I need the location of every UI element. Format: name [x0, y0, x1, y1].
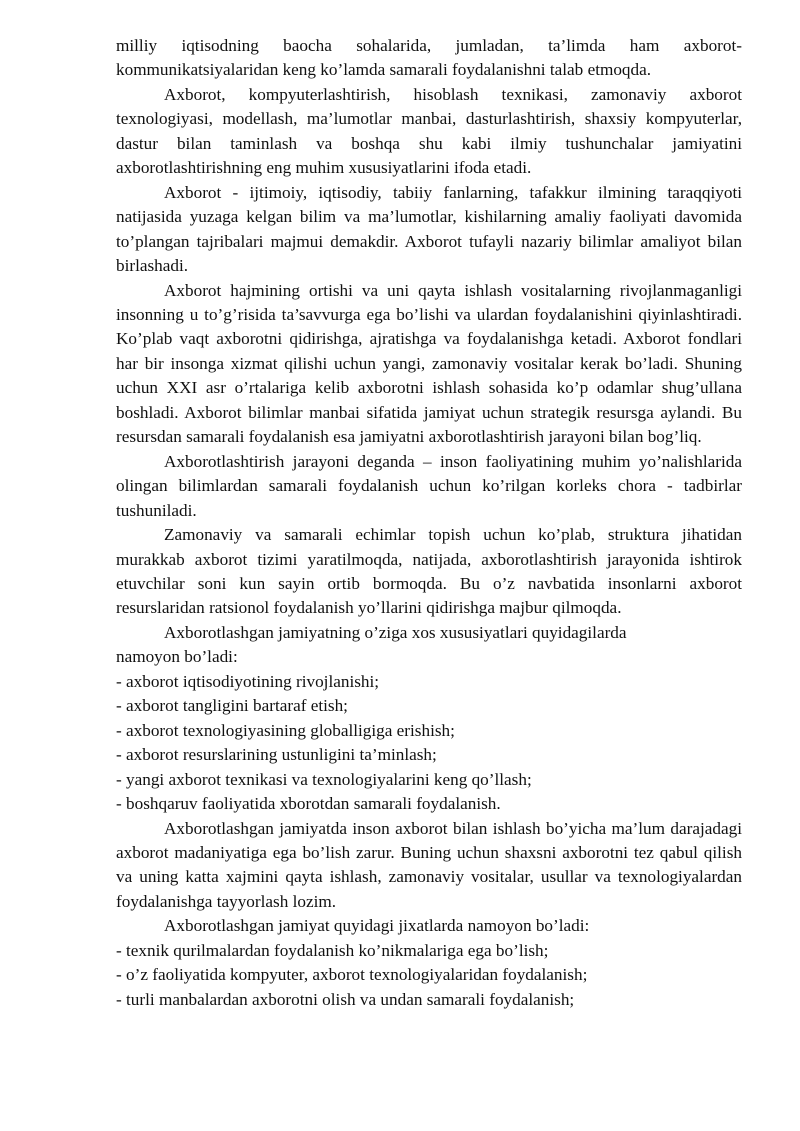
paragraph-concepts: Axborot, kompyuterlashtirish, hisoblash texnikasi, zamonaviy axborot texnologiyasi, modellash, ma’lumotlar manbai, dasturlashtirish, shaxsiy kompyuterlar, dastur bilan taminlash va boshqa shu kabi ilmiy tushunchalar jamiyatini axborotlashtirishning eng muhim xususiyatlarini ifoda etadi.: [116, 84, 742, 178]
features-intro: Axborotlashgan jamiyatning o’ziga xos xususiyatlari quyidagilarda: [164, 622, 627, 642]
list-item: - o’z faoliyatida kompyuter, axborot texnologiyalaridan foydalanish;: [116, 965, 588, 985]
features-intro-continuation: namoyon bo’ladi:: [116, 647, 238, 667]
aspects-intro: Axborotlashgan jamiyat quyidagi jixatlarda namoyon bo’ladi:: [164, 916, 590, 936]
list-item: - texnik qurilmalardan foydalanish ko’nikmalariga ega bo’lish;: [116, 940, 549, 960]
list-item: - axborot iqtisodiyotining rivojlanishi;: [116, 671, 380, 691]
list-item: - axborot resurslarining ustunligini ta’minlash;: [116, 745, 437, 765]
paragraph-culture: Axborotlashgan jamiyatda inson axborot bilan ishlash bo’yicha ma’lum darajadagi axborot madaniyatiga ega bo’lish zarur. Buning uchun shaxsni axborotni tez qabul qilish va uning katta xajmini qayta ishlash, zamonaviy vositalar, usullar va texnologiyalardan foydalanishga tayyorlash lozim.: [116, 818, 742, 911]
paragraph-process: Axborotlashtirish jarayoni deganda – inson faoliyatining muhim yo’nalishlarida olingan bilimlardan samarali foydalanish uchun ko’rilgan korleks chora - tadbirlar tushuniladi.: [116, 451, 742, 520]
list-item: - yangi axborot texnikasi va texnologiyalarini keng qo’llash;: [116, 769, 532, 789]
list-item: - axborot texnologiyasining globalligiga erishish;: [116, 720, 455, 740]
paragraph-volume: Axborot hajmining ortishi va uni qayta ishlash vositalarning rivojlanmaganligi insonning u to’g’risida ta’savvurga ega bo’lishi va ulardan foydalanishini qiyinlashtiradi. Ko’plab vaqt axborotni qidirishga, ajratishga va foydalanishga ketadi. Axborot fondlari har bir insonga xizmat qilishi uchun yangi, zamonaviy vositalar kerak bo’ladi. Shuning uchun XXI asr o’rtalariga kelib axborotni ishlash sohasida ko’p odamlar shug’ullana boshladi. Axborot bilimlar manbai sifatida jamiyat uchun strategik resursga aylandi. Bu resursdan samarali foydalanish esa jamiyatni axborotlashtirish jarayoni bilan bog’liq.: [116, 280, 742, 447]
list-item: - boshqaruv faoliyatida xborotdan samarali foydalanish.: [116, 794, 501, 814]
paragraph-continuation: milliy iqtisodning baocha sohalarida, jumladan, ta’limda ham axborot-kommunikatsiyalaridan keng ko’lamda samarali foydalanishni talab etmoqda.: [116, 36, 742, 80]
list-item: - axborot tangligini bartaraf etish;: [116, 696, 348, 716]
paragraph-solutions: Zamonaviy va samarali echimlar topish uchun ko’plab, struktura jihatidan murakkab axborot tizimi yaratilmoqda, natijada, axborotlashtirish jarayonida ishtirok etuvchilar soni kun sayin ortib bormoqda. Bu o’z navbatida insonlarni axborot resurslaridan ratsionol foydalanish yo’llarini qidirishga majbur qilmoqda.: [116, 525, 742, 618]
paragraph-definition: Axborot - ijtimoiy, iqtisodiy, tabiiy fanlarning, tafakkur ilmining taraqqiyoti natijasida yuzaga kelgan bilim va ma’lumotlar, kishilarning amaliy faoliyati davomida to’plangan tajribalari majmui demakdir. Axborot tufayli nazariy bilimlar amaliyot bilan birlashadi.: [116, 182, 742, 276]
list-item: - turli manbalardan axborotni olish va undan samarali foydalanish;: [116, 989, 575, 1009]
